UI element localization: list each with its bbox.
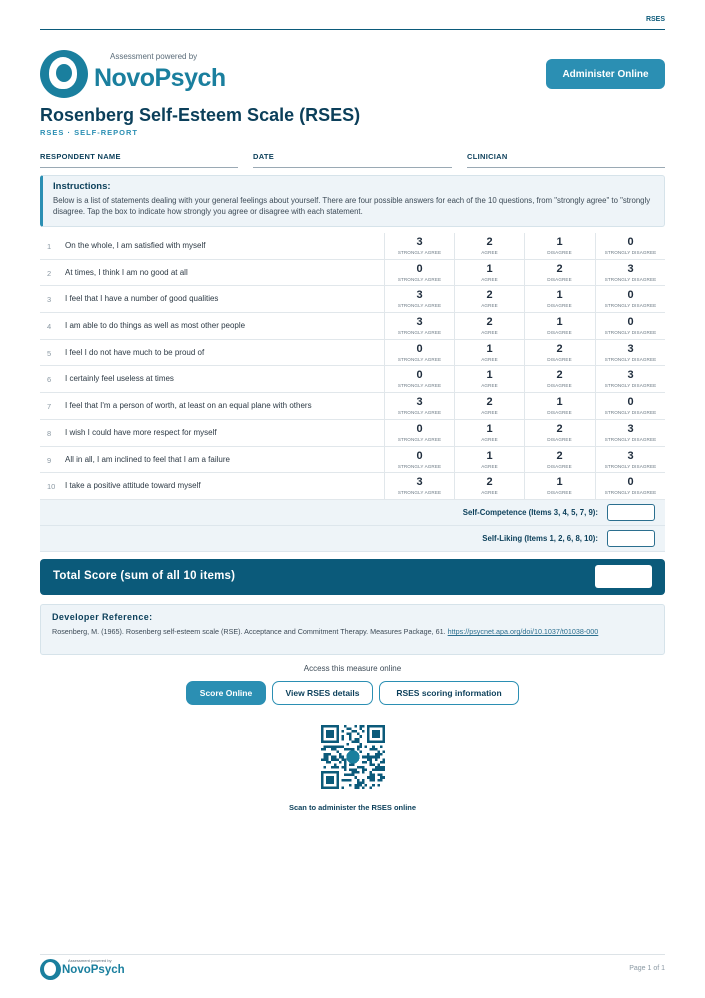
item-text: I am able to do things as well as most other people [65,321,246,331]
response-option[interactable] [524,260,594,287]
page-subtitle: RSES · SELF-REPORT [40,128,139,137]
response-option[interactable] [595,366,665,393]
option-score: 2 [556,262,563,275]
option-score: 0 [416,369,423,382]
option-score: 3 [416,289,423,302]
option-score: 0 [627,236,634,248]
option-label: AGREE [481,383,498,389]
instructions-heading: Instructions: [53,181,111,192]
item-number: 10 [47,482,56,492]
response-option[interactable] [384,393,454,420]
instructions-text: Below is a list of statements dealing with your general feelings about yourself. There are four possible answers for each of the 10 questions, from "strongly agree" to "strongly disagree. Tap the box to indicate how strongly you agree or disagree with each statement. [53,196,651,217]
option-score: 3 [416,396,423,409]
response-option[interactable] [454,393,524,420]
response-option[interactable] [595,260,665,287]
option-label: STRONGLY DISAGREE [604,490,657,496]
option-score: 2 [486,476,493,489]
response-option[interactable] [384,366,454,393]
option-label: DISAGREE [547,250,572,255]
option-label: AGREE [481,490,498,496]
item-text: I feel I do not have much to be proud of [65,347,205,357]
option-score: 0 [627,396,634,409]
item-row [40,233,665,260]
response-option[interactable] [384,313,454,340]
total-score-label: Total Score (sum of all 10 items) [53,570,236,582]
option-label: STRONGLY AGREE [397,303,442,309]
option-score: 2 [486,396,493,409]
view-details-button[interactable]: View RSES details [272,681,373,705]
response-option[interactable] [384,340,454,367]
footer-logo-name: NovoPsych [62,964,125,976]
response-option[interactable] [595,233,665,260]
response-option[interactable] [524,366,594,393]
total-score-bar [40,559,665,595]
item-row [40,260,665,287]
option-score: 0 [627,316,634,329]
option-label: DISAGREE [547,410,572,416]
item-text: I take a positive attitude toward myself [65,481,201,491]
option-label: STRONGLY AGREE [397,276,442,282]
option-label: STRONGLY AGREE [397,356,442,362]
option-score: 3 [416,316,423,329]
item-row [40,473,665,500]
response-option[interactable] [595,340,665,367]
citation-link[interactable]: https://psycnet.apa.org/doi/10.1037/t01038-000 [447,627,599,636]
option-score: 3 [416,476,423,489]
option-score: 1 [556,476,563,489]
instructions-box [40,175,665,227]
option-label: STRONGLY DISAGREE [604,436,657,442]
option-label: STRONGLY DISAGREE [604,463,657,469]
option-label: AGREE [481,276,498,282]
response-option[interactable] [454,233,524,260]
response-option[interactable] [524,340,594,367]
footer-head-logo-icon [40,959,61,980]
item-number: 9 [47,455,52,465]
qr-code-icon[interactable] [321,725,385,789]
item-text: I feel that I'm a person of worth, at least on an equal plane with others [65,401,312,411]
option-label: AGREE [481,436,498,442]
response-option[interactable] [524,420,594,447]
option-label: STRONGLY AGREE [397,490,442,496]
respondent-fields [40,146,665,168]
response-option[interactable] [524,393,594,420]
option-score: 3 [627,369,634,382]
item-text: I certainly feel useless at times [65,374,174,384]
response-option[interactable] [384,447,454,474]
head-logo-icon [40,50,88,98]
option-label: STRONGLY AGREE [397,463,442,469]
option-label: AGREE [481,463,498,469]
option-score: 1 [556,289,563,302]
item-text: On the whole, I am satisfied with myself [65,241,206,250]
option-label: STRONGLY AGREE [397,383,442,389]
response-option[interactable] [454,420,524,447]
page-title: Rosenberg Self-Esteem Scale (RSES) [40,105,361,125]
option-score: 1 [486,449,493,462]
field-label: CLINICIAN [467,152,508,161]
option-score: 2 [486,289,493,302]
score-online-button[interactable]: Score Online [186,681,266,705]
option-score: 3 [416,236,423,248]
option-score: 3 [627,422,634,435]
option-label: STRONGLY AGREE [397,330,442,336]
response-option[interactable] [454,286,524,313]
item-number: 3 [47,295,52,305]
developer-reference-heading: Developer Reference: [52,612,153,622]
option-label: DISAGREE [547,303,572,309]
header-code: RSES [645,16,665,23]
option-label: DISAGREE [547,330,572,336]
response-option[interactable] [454,313,524,340]
option-label: STRONGLY AGREE [397,436,442,442]
option-label: AGREE [481,330,498,336]
header-divider [40,29,665,30]
citation-text: Rosenberg, M. (1965). Rosenberg self-esteem scale (RSE). Acceptance and Commitment Therapy. Measures Package, 61. [52,627,448,636]
option-label: DISAGREE [547,463,572,469]
option-score: 1 [556,236,563,248]
option-score: 2 [556,342,563,355]
self-competence-row [40,500,665,526]
option-score: 1 [486,369,493,382]
self-liking-row [40,526,665,552]
response-option[interactable] [384,260,454,287]
items-table [40,233,665,500]
option-score: 2 [486,236,493,248]
response-option[interactable] [454,260,524,287]
self-competence-label: Self-Competence (Items 3, 4, 5, 7, 9): [462,508,598,517]
item-row [40,366,665,393]
option-label: AGREE [481,303,498,309]
option-label: DISAGREE [547,276,572,282]
assessment-page [40,0,665,998]
novopsych-logo [40,50,230,100]
item-number: 1 [47,242,52,251]
response-option[interactable] [595,473,665,500]
item-row [40,340,665,367]
option-label: STRONGLY DISAGREE [604,250,657,255]
option-label: STRONGLY AGREE [397,410,442,416]
response-option[interactable] [595,447,665,474]
item-text: I feel that I have a number of good qualities [65,294,219,304]
option-score: 2 [556,369,563,382]
option-score: 0 [416,342,423,355]
field-label: DATE [253,152,275,161]
option-score: 2 [556,449,563,462]
response-option[interactable] [454,366,524,393]
page-number: Page 1 of 1 [629,965,665,972]
item-text: I wish I could have more respect for myself [65,427,217,437]
total-score-input[interactable] [595,565,652,588]
option-score: 0 [627,476,634,489]
access-buttons [40,681,665,705]
response-option[interactable] [454,447,524,474]
option-score: 0 [416,449,423,462]
option-score: 0 [627,289,634,302]
option-score: 3 [627,449,634,462]
option-score: 0 [416,262,423,275]
response-option[interactable] [524,447,594,474]
item-text: At times, I think I am no good at all [65,267,188,277]
option-label: STRONGLY DISAGREE [604,356,657,362]
response-option[interactable] [595,393,665,420]
option-label: STRONGLY DISAGREE [604,303,657,309]
option-score: 3 [627,342,634,355]
logo-powered-by: Assessment powered by [110,52,198,61]
footer-divider [40,954,665,955]
option-label: STRONGLY AGREE [397,250,442,255]
footer-powered-by: Assessment powered by [68,958,112,963]
option-score: 1 [556,396,563,409]
response-option[interactable] [384,473,454,500]
item-number: 8 [47,428,52,438]
option-label: STRONGLY DISAGREE [604,276,657,282]
option-score: 1 [486,342,493,355]
option-label: DISAGREE [547,436,572,442]
self-liking-label: Self-Liking (Items 1, 2, 6, 8, 10): [482,534,598,543]
response-option[interactable] [524,473,594,500]
item-number: 2 [47,268,52,278]
option-label: AGREE [481,356,498,362]
response-option[interactable] [384,420,454,447]
item-row [40,286,665,313]
option-label: DISAGREE [547,356,572,362]
response-option[interactable] [454,473,524,500]
item-number: 7 [47,402,52,412]
response-option[interactable] [524,286,594,313]
option-score: 2 [556,422,563,435]
item-number: 5 [47,348,52,358]
field-label: RESPONDENT NAME [40,152,121,161]
option-score: 1 [486,422,493,435]
option-label: STRONGLY DISAGREE [604,410,657,416]
developer-reference-box [40,604,665,655]
clinician-field[interactable] [467,146,665,168]
self-competence-input[interactable] [607,504,655,521]
self-liking-input[interactable] [607,530,655,547]
qr-caption: Scan to administer the RSES online [288,803,417,812]
administer-online-button[interactable]: Administer Online [546,59,665,89]
option-score: 2 [486,316,493,329]
item-row [40,420,665,447]
option-score: 1 [486,262,493,275]
logo-name: NovoPsych [94,64,226,92]
footer-logo [40,958,130,982]
option-score: 3 [627,262,634,275]
option-score: 0 [416,422,423,435]
date-field[interactable] [253,146,452,168]
response-option[interactable] [384,286,454,313]
access-text: Access this measure online [303,664,402,673]
scoring-info-button[interactable]: RSES scoring information [379,681,519,705]
item-text: All in all, I am inclined to feel that I am a failure [65,454,230,464]
item-number: 4 [47,322,52,332]
response-option[interactable] [595,286,665,313]
developer-reference-text [52,627,653,637]
response-option[interactable] [524,313,594,340]
item-row [40,393,665,420]
item-number: 6 [47,375,52,385]
response-option[interactable] [524,233,594,260]
option-label: DISAGREE [547,383,572,389]
response-option[interactable] [454,340,524,367]
item-row [40,447,665,474]
option-label: AGREE [481,250,498,255]
response-option[interactable] [384,233,454,260]
option-score: 1 [556,316,563,329]
option-label: STRONGLY DISAGREE [604,383,657,389]
option-label: DISAGREE [547,490,572,496]
response-option[interactable] [595,420,665,447]
option-label: STRONGLY DISAGREE [604,330,657,336]
option-label: AGREE [481,410,498,416]
item-row [40,313,665,340]
respondent-name-field[interactable] [40,146,238,168]
response-option[interactable] [595,313,665,340]
